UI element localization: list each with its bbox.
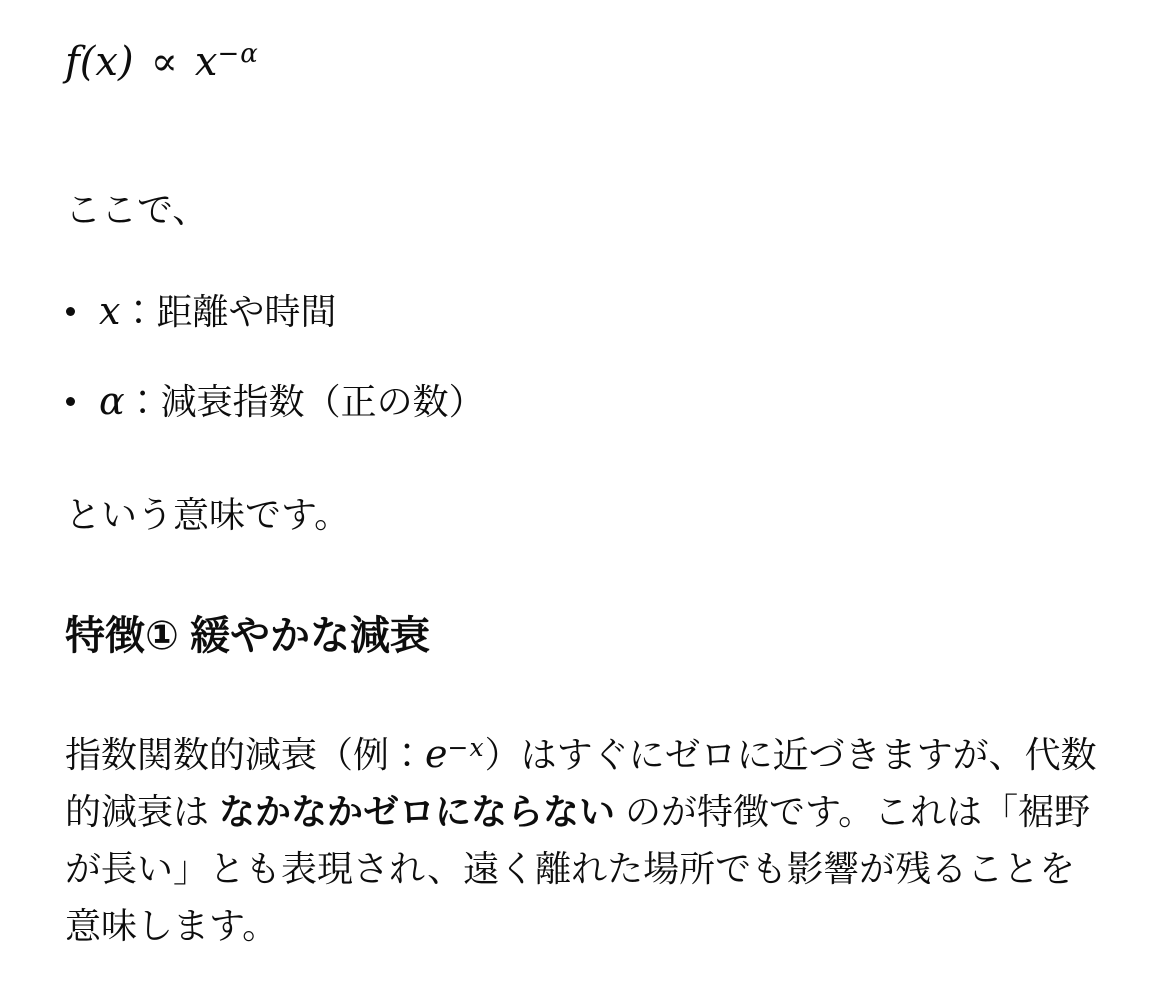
- bullet-icon: [66, 397, 75, 406]
- formula-base: x: [194, 39, 218, 85]
- bold-emphasis: なかなかゼロにならない: [219, 791, 616, 832]
- intro-text: ここで、: [65, 189, 209, 230]
- feature-paragraph: [65, 726, 1105, 954]
- list-item-alpha: [65, 373, 1105, 430]
- definition-list: [65, 283, 1105, 430]
- formula-exponent: −α: [217, 39, 259, 69]
- formula-block: [65, 33, 1105, 91]
- bullet-icon: [66, 307, 75, 316]
- definition-x: ：距離や時間: [120, 291, 337, 332]
- definition-alpha: ：減衰指数（正の数）: [124, 381, 485, 422]
- inline-math-base: e: [425, 732, 448, 776]
- formula-lhs: f(x): [65, 39, 134, 85]
- paragraph-segment-3: のが特徴です。これは「裾野が長い」とも表現され、遠く離れた場所でも影響が残ることを意味します。: [65, 791, 1091, 946]
- outro-text: という意味です。: [65, 494, 351, 535]
- inline-math-exponent: −x: [447, 732, 485, 762]
- paragraph-segment-2: ）はすぐにゼロに近づきますが、代数的減衰は: [65, 734, 1097, 832]
- symbol-x: x: [99, 289, 121, 333]
- symbol-alpha: α: [99, 379, 125, 423]
- proportional-symbol: ∝: [150, 39, 178, 85]
- list-item-x: [65, 283, 1105, 340]
- section-heading: 特徴① 緩やかな減衰: [65, 614, 430, 658]
- paragraph-segment-1: 指数関数的減衰（例：: [65, 734, 426, 775]
- inline-math-e: [425, 732, 485, 776]
